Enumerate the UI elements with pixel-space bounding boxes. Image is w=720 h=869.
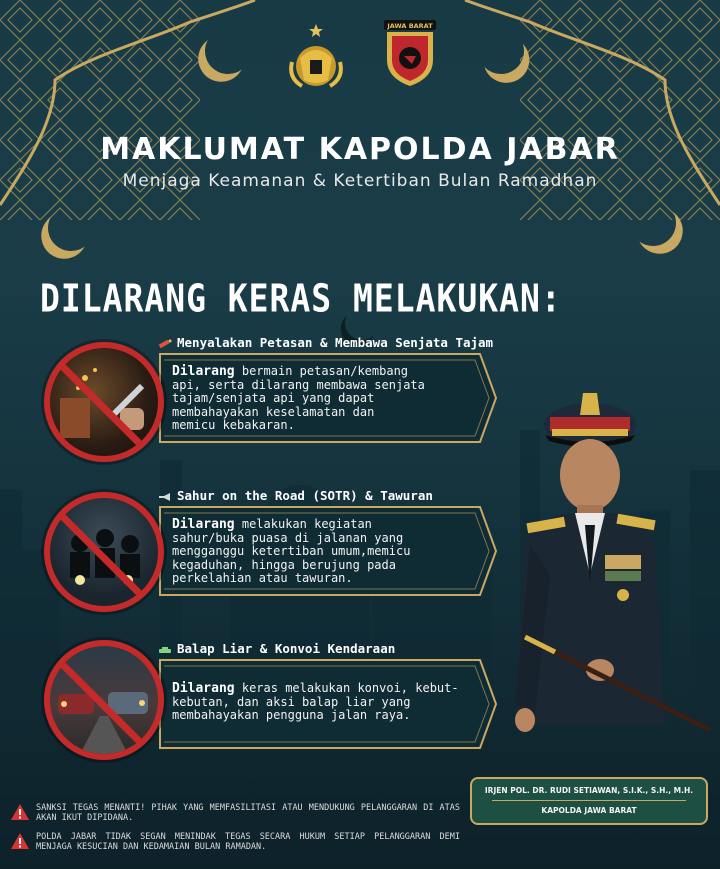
item-bold-word: Dilarang <box>172 517 235 532</box>
item-title-text: Sahur on the Road (SOTR) & Tawuran <box>177 488 433 503</box>
desc-line: api, serta dilarang membawa senjata <box>172 377 425 392</box>
badge-text: JAWA BARAT <box>387 22 433 30</box>
desc-line: keras melakukan konvoi, kebut- <box>234 681 459 695</box>
subtitle: Menjaga Keamanan & Ketertiban Bulan Ramadhan <box>122 171 598 191</box>
desc-line: mengganggu ketertiban umum,memicu <box>172 544 411 558</box>
item-description <box>172 365 492 433</box>
desc-line: kegaduhan, hingga berujung pada <box>172 557 396 572</box>
prohibited-sotr-image <box>44 492 164 612</box>
warning-text: SANKSI TEGAS MENANTI! PIHAK YANG MEMFASILITASI ATAU MENDUKUNG PELANGGARAN DI ATAS AKAN IKUT DIPIDANA. <box>36 803 460 823</box>
officer-name: IRJEN POL. DR. RUDI SETIAWAN, S.I.K., S.H., M.H. <box>484 786 694 795</box>
item-bold-word: Dilarang <box>172 681 235 696</box>
polri-emblem-icon <box>282 22 350 90</box>
desc-line: tajam/senjata api yang dapat <box>172 391 375 405</box>
officer-portrait <box>505 375 720 775</box>
warning-icon <box>10 803 30 821</box>
forbidden-heading: DILARANG KERAS MELAKUKAN: <box>40 276 562 321</box>
ornamental-arch <box>0 0 720 260</box>
item-title <box>158 641 395 656</box>
desc-line: kebutan, dan aksi balap liar yang <box>172 694 411 709</box>
prohibited-street-racing-image <box>44 640 164 760</box>
desc-line: memicu kebakaran. <box>172 418 295 432</box>
polda-jabar-badge-icon <box>382 18 438 88</box>
warning-icon <box>10 832 30 850</box>
megaphone-icon <box>158 492 172 502</box>
item-description <box>172 682 492 723</box>
firecracker-icon <box>158 339 172 349</box>
item-description <box>172 518 492 586</box>
warning-text: POLDA JABAR TIDAK SEGAN MENINDAK TEGAS SECARA HUKUM SETIAP PELANGGARAN DEMI MENJAGA KESUCIAN DAN KEDAMAIAN BULAN RAMADAN. <box>36 832 460 852</box>
item-title <box>158 335 493 350</box>
desc-line: membahayakan pengguna jalan raya. <box>172 708 411 722</box>
officer-nameplate <box>470 777 708 825</box>
warning-notice <box>10 832 460 854</box>
desc-line: perkelahian atau tawuran. <box>172 571 353 585</box>
main-title: MAKLUMAT KAPOLDA JABAR <box>100 132 620 167</box>
desc-line: sahur/buka puasa di jalanan yang <box>172 530 404 545</box>
item-title <box>158 488 433 503</box>
car-icon <box>158 645 172 655</box>
officer-position: KAPOLDA JAWA BARAT <box>541 806 637 815</box>
warning-notice <box>10 803 460 825</box>
nameplate-divider <box>492 800 686 801</box>
item-title-text: Menyalakan Petasan & Membawa Senjata Tajam <box>177 335 494 350</box>
item-title-text: Balap Liar & Konvoi Kendaraan <box>177 641 396 656</box>
desc-line: membahayakan keselamatan dan <box>172 404 375 419</box>
desc-line: melakukan kegiatan <box>234 517 372 531</box>
desc-line: bermain petasan/kembang <box>234 364 409 378</box>
item-bold-word: Dilarang <box>172 364 235 379</box>
prohibited-fireworks-image <box>44 342 164 462</box>
